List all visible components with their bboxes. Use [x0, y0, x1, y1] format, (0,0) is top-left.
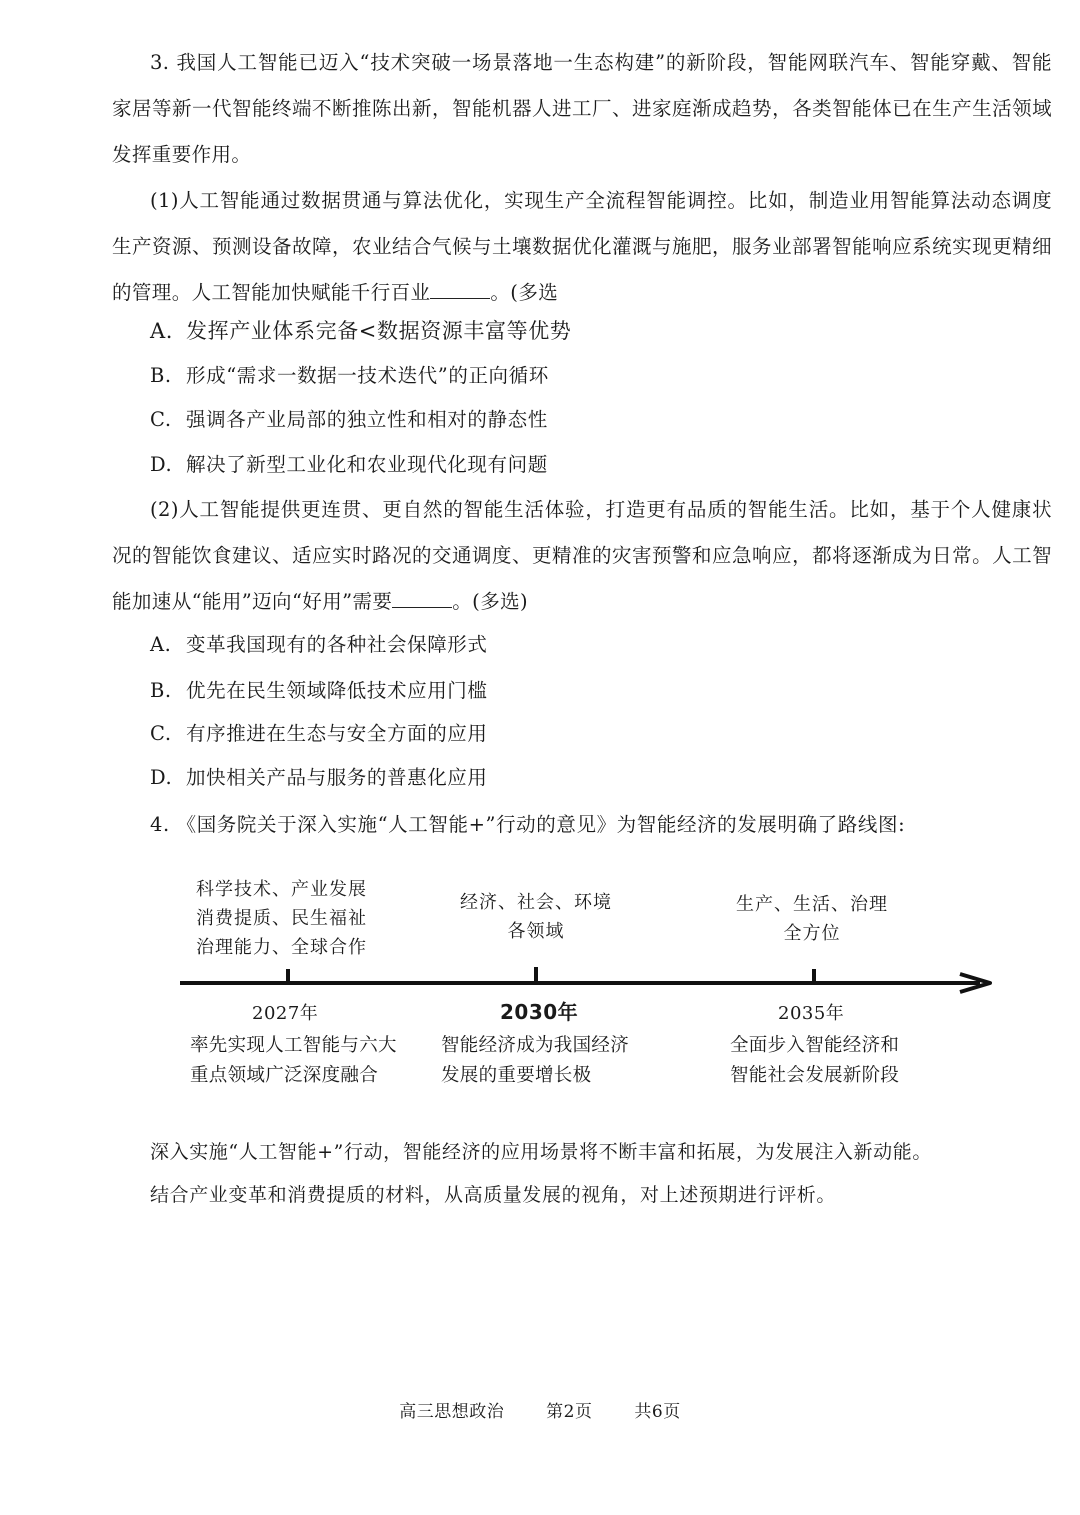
q4-task-line-2: 结合产业变革和消费提质的材料，从高质量发展的视角，对上述预期进行评析。 — [150, 1184, 837, 1206]
q4-task-line-1: 深入实施“人工智能+”行动，智能经济的应用场景将不断丰富和拓展，为发展注入新动能。 — [150, 1141, 932, 1163]
milestone-2027-year: 2027年 — [252, 1003, 319, 1024]
milestone-2035-scope: 生产、生活、治理 全方位 — [736, 894, 888, 944]
milestone-2030-scope: 经济、社会、环境 各领域 — [460, 892, 612, 942]
q4-stem: 4. 《国务院关于深入实施“人工智能+”行动的意见》为智能经济的发展明确了路线图: — [150, 813, 906, 836]
q3-sub1-option-b[interactable]: B. 形成“需求一数据一技术迭代”的正向循环 — [150, 364, 549, 387]
q3-sub1-option-c[interactable]: C. 强调各产业局部的独立性和相对的静态性 — [150, 408, 548, 431]
milestone-2027-goal: 率先实现人工智能与六大 重点领域广泛深度融合 — [190, 1035, 397, 1086]
milestone-2035-goal: 全面步入智能经济和 智能社会发展新阶段 — [730, 1035, 900, 1086]
footer-total-pages: 共6页 — [634, 1402, 681, 1422]
q3-sub2-option-d[interactable]: D. 加快相关产品与服务的普惠化应用 — [150, 766, 488, 789]
page-footer — [0, 1397, 1080, 1422]
footer-subject: 高三思想政治 — [399, 1402, 505, 1422]
q3-sub2-option-c[interactable]: C. 有序推进在生态与安全方面的应用 — [150, 722, 488, 745]
q3-sub2-option-a[interactable]: A. 变革我国现有的各种社会保障形式 — [150, 633, 488, 656]
footer-page-number: 第2页 — [546, 1402, 593, 1422]
q3-stem: 3. 我国人工智能已迈入“技术突破一场景落地一生态构建”的新阶段，智能网联汽车、智能穿戴、智能家居等新一代智能终端不断推陈出新，智能机器人进工厂、进家庭渐成趋势，各类智能体已在生产生活领域发挥重要作用。 — [112, 51, 1052, 166]
q3-sub1-option-a[interactable]: A. 发挥产业体系完备<数据资源丰富等优势 — [150, 319, 572, 343]
milestone-2035-year: 2035年 — [778, 1003, 845, 1024]
milestone-2030-year: 2030年 — [500, 1000, 579, 1024]
q3-sub2-text: (2)人工智能提供更连贯、更自然的智能生活体验，打造更有品质的智能生活。比如，基于个人健康状况的智能饮食建议、适应实时路况的交通调度、更精准的灾害预警和应急响应，都将逐渐成为日常。人工智能加速从“能用”迈向“好用”需要 。(多选) — [112, 498, 1052, 613]
milestone-2030-goal: 智能经济成为我国经济 发展的重要增长极 — [441, 1035, 630, 1086]
milestone-2027-scope: 科学技术、产业发展 消费提质、民生福祉 治理能力、全球合作 — [196, 879, 367, 958]
q3-sub1-text: (1)人工智能通过数据贯通与算法优化，实现生产全流程智能调控。比如，制造业用智能算法动态调度生产资源、预测设备故障，农业结合气候与土壤数据优化灌溉与施肥，服务业部署智能响应系统实现更精细的管理。人工智能加快赋能千行百业 。(多选 — [112, 189, 1052, 304]
q3-sub2-option-b[interactable]: B. 优先在民生领域降低技术应用门槛 — [150, 679, 488, 702]
q3-sub1-option-d[interactable]: D. 解决了新型工业化和农业现代化现有问题 — [150, 453, 548, 476]
